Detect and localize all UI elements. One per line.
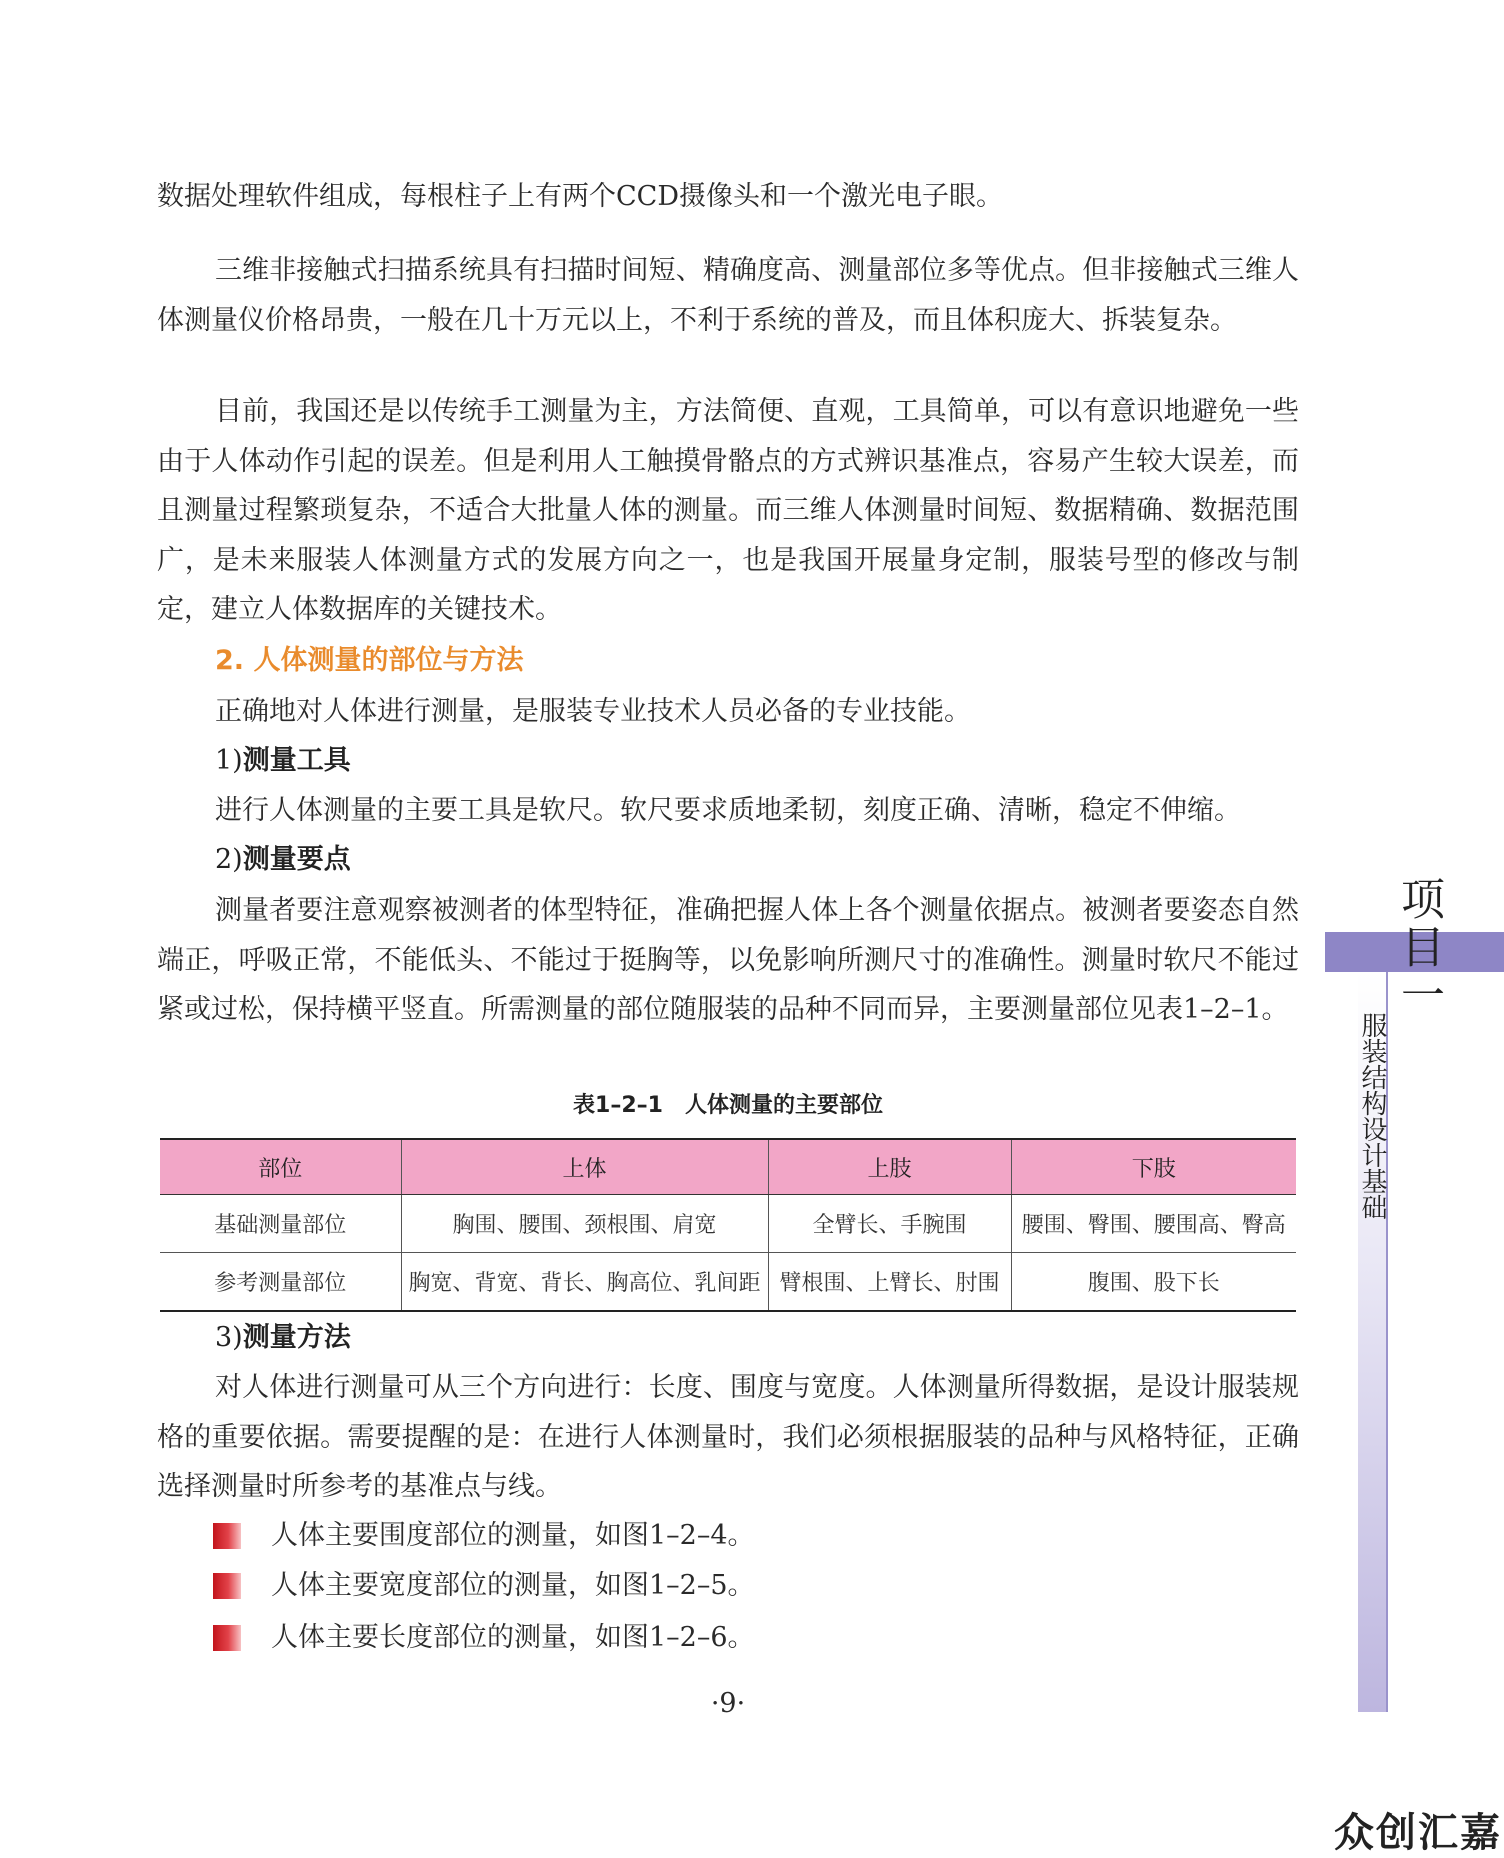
list-item [213,1561,755,1611]
paragraph: 三维非接触式扫描系统具有扫描时间短、精确度高、测量部位多等优点。但非接触式三维人体测量仪价格昂贵，一般在几十万元以上，不利于系统的普及，而且体积庞大、拆装复杂。 [157,255,1299,336]
paragraph: 数据处理软件组成，每根柱子上有两个CCD摄像头和一个激光电子眼。 [157,181,1003,212]
subheading-number: 2) [215,844,243,875]
list-item [213,1511,755,1561]
subheading [215,836,351,884]
table-cell: 参考测量部位 [160,1253,401,1312]
measurement-table [160,1138,1296,1312]
side-tab-subtitle: 服装结构设计基础 [1357,1012,1387,1220]
list-item [213,1613,755,1663]
table-row [160,1253,1296,1312]
table-cell: 胸宽、背宽、背长、胸高位、乳间距 [401,1253,768,1312]
subheading-number: 1) [215,745,243,776]
table-header-cell: 上体 [401,1139,768,1195]
table-header-cell: 部位 [160,1139,401,1195]
bullet-square-icon [213,1573,241,1599]
table-caption: 表1–2–1 人体测量的主要部位 [573,1093,883,1118]
table-row [160,1195,1296,1253]
bullet-square-icon [213,1523,241,1549]
table-header-row [160,1139,1296,1195]
bullet-square-icon [213,1625,241,1651]
paragraph: 正确地对人体进行测量，是服装专业技术人员必备的专业技能。 [215,696,971,727]
table-cell: 腹围、股下长 [1011,1253,1296,1312]
table-cell: 腰围、臀围、腰围高、臀高 [1011,1195,1296,1253]
paragraph: 对人体进行测量可从三个方向进行：长度、围度与宽度。人体测量所得数据，是设计服装规格的重要依据。需要提醒的是：在进行人体测量时，我们必须根据服装的品种与风格特征，正确选择测量时所参考的基准点与线。 [157,1372,1299,1503]
side-tab-title: 项目一 [1393,876,1444,1020]
table-header-cell: 上肢 [768,1139,1011,1195]
table-cell: 全臂长、手腕围 [768,1195,1011,1253]
subheading [215,1314,351,1362]
list-item-text: 人体主要宽度部位的测量，如图1–2–5。 [271,1570,755,1601]
subheading-text: 测量要点 [242,844,351,875]
table-cell: 臂根围、上臂长、肘围 [768,1253,1011,1312]
watermark-logo: 众创汇嘉 [1334,1810,1502,1856]
list-item-text: 人体主要长度部位的测量，如图1–2–6。 [271,1622,755,1653]
subheading-text: 测量方法 [242,1322,351,1353]
list-item-text: 人体主要围度部位的测量，如图1–2–4。 [271,1520,755,1551]
paragraph: 测量者要注意观察被测者的体型特征，准确把握人体上各个测量依据点。被测者要姿态自然端正，呼吸正常，不能低头、不能过于挺胸等，以免影响所测尺寸的准确性。测量时软尺不能过紧或过松，保持横平竖直。所需测量的部位随服装的品种不同而异，主要测量部位见表1–2–1。 [157,895,1299,1026]
table-cell: 基础测量部位 [160,1195,401,1253]
paragraph: 进行人体测量的主要工具是软尺。软尺要求质地柔韧，刻度正确、清晰，稳定不伸缩。 [215,795,1241,826]
paragraph: 目前，我国还是以传统手工测量为主，方法简便、直观，工具简单，可以有意识地避免一些由于人体动作引起的误差。但是利用人工触摸骨骼点的方式辨识基准点，容易产生较大误差，而且测量过程繁琐复杂，不适合大批量人体的测量。而三维人体测量时间短、数据精确、数据范围广，是未来服装人体测量方式的发展方向之一，也是我国开展量身定制，服装号型的修改与制定，建立人体数据库的关键技术。 [157,396,1299,626]
subheading-number: 3) [215,1322,243,1353]
page-number: ·9· [710,1688,746,1719]
section-heading: 2. 人体测量的部位与方法 [215,645,524,676]
table-header-cell: 下肢 [1011,1139,1296,1195]
subheading [215,737,351,785]
subheading-text: 测量工具 [242,745,351,776]
table-cell: 胸围、腰围、颈根围、肩宽 [401,1195,768,1253]
